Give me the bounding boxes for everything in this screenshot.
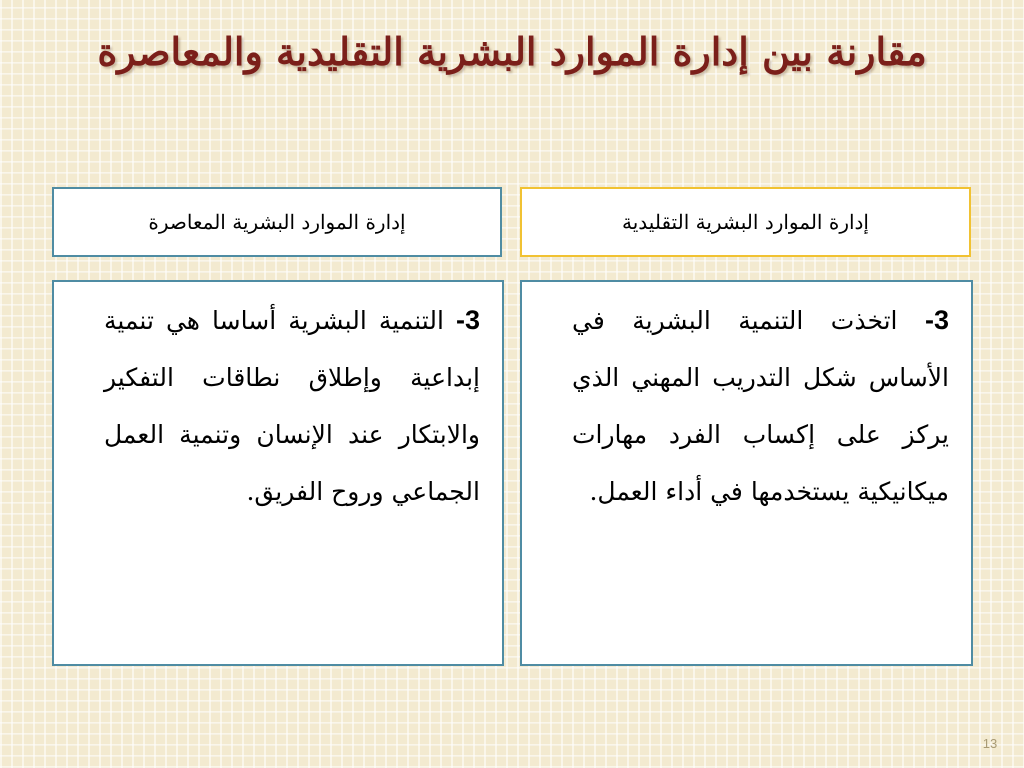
- content-contemporary-paragraph: [54, 282, 502, 520]
- point-number-contemporary: 3-: [455, 305, 480, 335]
- header-contemporary-label: إدارة الموارد البشرية المعاصرة: [148, 210, 406, 234]
- header-contemporary: [52, 187, 502, 257]
- content-traditional: [520, 280, 973, 666]
- content-contemporary: [52, 280, 504, 666]
- slide-title: مقارنة بين إدارة الموارد البشرية التقليدية والمعاصرة: [97, 29, 927, 74]
- content-traditional-text: اتخذت التنمية البشرية في الأساس شكل التدريب المهني الذي يركز على إكساب الفرد مهارات ميكانيكية يستخدمها في أداء العمل.: [572, 306, 949, 506]
- content-traditional-paragraph: [522, 282, 971, 520]
- content-contemporary-text: التنمية البشرية أساسا هي تنمية إبداعية وإطلاق نطاقات التفكير والابتكار عند الإنسان وتنمية العمل الجماعي وروح الفريق.: [104, 306, 480, 506]
- header-traditional: [520, 187, 971, 257]
- slide-number: 13: [982, 736, 998, 751]
- point-number-traditional: 3-: [924, 305, 949, 335]
- header-traditional-label: إدارة الموارد البشرية التقليدية: [622, 210, 869, 234]
